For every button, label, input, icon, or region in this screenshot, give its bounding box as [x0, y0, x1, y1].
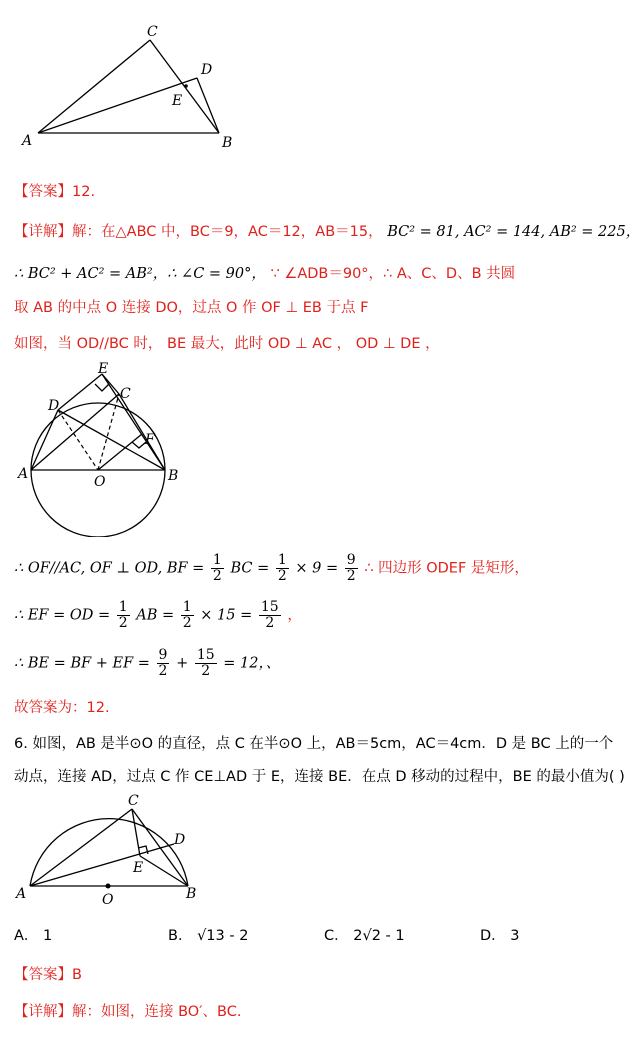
detail-2: 【详解】解：如图，连接 BO′、BC. [14, 1004, 242, 1020]
question-6-line-1: 6. 如图，AB 是半⊙O 的直径，点 C 在半⊙O 上，AB＝5cm，AC＝4cm．D 是 BC 上的一个 [14, 736, 614, 752]
label-O: O [102, 892, 114, 908]
label-E: E [133, 860, 144, 876]
triangle-figure-1 [14, 22, 254, 154]
label-E: E [98, 362, 109, 377]
label-A: A [18, 466, 29, 482]
label-B: B [168, 468, 179, 484]
label-E: E [172, 93, 183, 109]
label-D: D [48, 398, 60, 414]
circle-figure-2 [14, 362, 194, 537]
final-answer-1: 故答案为：12. [14, 700, 110, 716]
label-D: D [174, 832, 186, 848]
label-C: C [128, 793, 139, 809]
detail-1-line-2: ∴ BC² + AC² = AB²，∴ ∠C = 90°， ∵ ∠ADB＝90°，∴ A、C、D、B 共圆 [14, 266, 516, 282]
label-A: A [16, 886, 27, 902]
question-6-line-2: 动点，连接 AD，过点 C 作 CE⊥AD 于 E，连接 BE．在点 D 移动的过程中，BE 的最小值为( ) [14, 769, 625, 785]
derivation-line-3: ∴ BE = BF + EF = $\frac{9}{2}$ + $\frac{15}{2}$ = 12，、 [14, 647, 281, 679]
label-C: C [120, 386, 131, 402]
option-c[interactable]: C． 2√2 - 1 [324, 928, 405, 944]
option-d[interactable]: D． 3 [480, 928, 520, 944]
detail-1-line-1: 【详解】解：在△ABC 中，BC＝9，AC＝12，AB＝15， BC² = 81, AC² = 144, AB² = 225， [14, 224, 640, 240]
label-D: D [201, 62, 213, 78]
answer-2: 【答案】B [14, 967, 82, 983]
option-a[interactable]: A． 1 [14, 928, 53, 944]
detail-1-line-4: 如图，当 OD//BC 时， BE 最大，此时 OD ⊥ AC ， OD ⊥ DE ， [14, 336, 440, 352]
label-B: B [222, 135, 233, 151]
derivation-line-1: ∴ OF//AC, OF ⊥ OD, BF = $\frac{1}{2}$ BC = $\frac{1}{2}$ × 9 = $\frac{9}{2}$ ∴ 四边形 ODEF 是矩形， [14, 552, 529, 584]
semicircle-figure-3 [14, 792, 214, 910]
label-O: O [94, 474, 106, 490]
label-F: F [145, 432, 155, 448]
option-b[interactable]: B． √13 - 2 [168, 928, 249, 944]
label-B: B [186, 886, 197, 902]
derivation-line-2: ∴ EF = OD = $\frac{1}{2}$ AB = $\frac{1}{2}$ × 15 = $\frac{15}{2}$ ， [14, 599, 302, 631]
label-C: C [147, 24, 158, 40]
detail-1-line-3: 取 AB 的中点 O 连接 DO，过点 O 作 OF ⊥ EB 于点 F [14, 300, 369, 316]
answer-1: 【答案】12. [14, 184, 96, 200]
label-A: A [22, 133, 33, 149]
